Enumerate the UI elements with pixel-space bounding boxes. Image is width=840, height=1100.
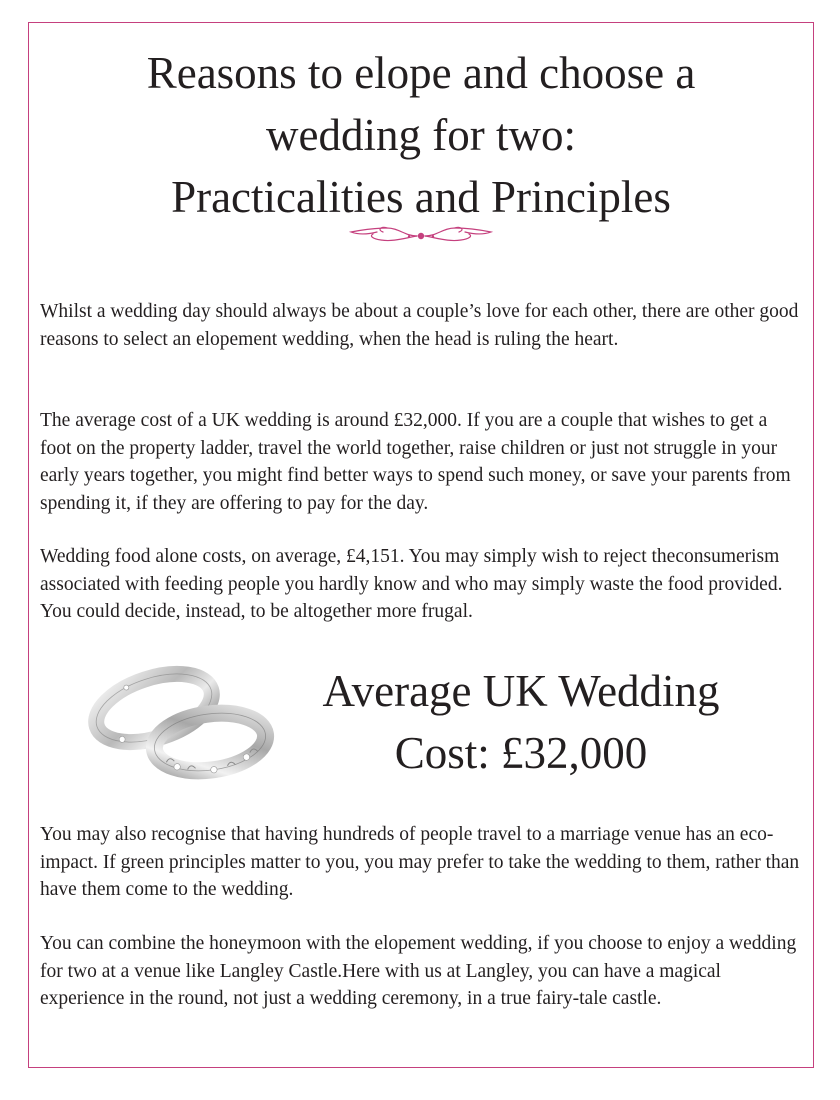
callout-line-1: Average UK Wedding: [322, 666, 720, 716]
cost-callout: [290, 660, 752, 784]
wedding-rings-image: [84, 658, 284, 784]
honeymoon-paragraph: You can combine the honeymoon with the elopement wedding, if you choose to enjoy a wedding for two at a venue like Langley Castle.Here with us at Langley, you can have a magical experience in the round, not just a wedding ceremony, in a true fairy-tale castle.: [40, 933, 797, 1009]
page-title: [60, 42, 782, 228]
title-line-2: wedding for two:: [266, 110, 576, 160]
flourish-divider-icon: [347, 222, 495, 246]
eco-paragraph: You may also recognise that having hundreds of people travel to a marriage venue has an eco-impact. If green principles matter to you, you may prefer to take the wedding to them, rather than have them come to the wedding.: [40, 824, 800, 900]
food-paragraph: Wedding food alone costs, on average, £4,151. You may simply wish to reject theconsumerism associated with feeding people you hardly know and who may simply waste the food provided. You could decide, instead, to be altogether more frugal.: [40, 546, 783, 622]
callout-line-2: Cost: £32,000: [394, 728, 648, 778]
title-line-3: Practicalities and Principles: [171, 172, 671, 222]
cost-paragraph: The average cost of a UK wedding is around £32,000. If you are a couple that wishes to get a foot on the property ladder, travel the world together, raise children or just not struggle in your early years together, you might find better ways to spend such money, or save your parents from spending it, if they are offering to pay for the day.: [40, 410, 791, 514]
intro-paragraph: Whilst a wedding day should always be about a couple’s love for each other, there are other good reasons to select an elopement wedding, when the head is ruling the heart.: [40, 301, 799, 350]
title-line-1: Reasons to elope and choose a: [146, 48, 696, 98]
